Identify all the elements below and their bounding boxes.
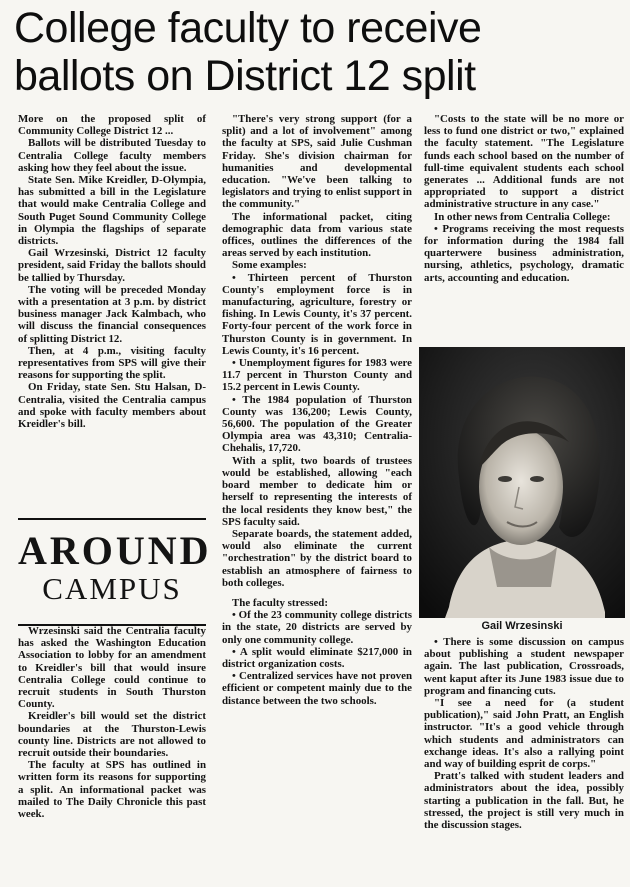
paragraph: Pratt's talked with student leaders and administrators about the idea, possibly starting a publication in the fall. But, he stressed, the project is still very much in the discussion stages. [424, 770, 624, 832]
around-word: AROUND [18, 528, 212, 573]
paragraph: The voting will be preceded Monday with a presentation at 3 p.m. by district business manager Jack Kalmbach, who will discuss the financial consequences of splitting District 12. [18, 283, 206, 345]
paragraph: On Friday, state Sen. Stu Halsan, D-Centralia, visited the Centralia campus and spoke with faculty members about Kreidler's bill. [18, 381, 206, 431]
headline [14, 4, 618, 100]
paragraph: Gail Wrzesinski, District 12 faculty president, said Friday the ballots should be tallied by Thursday. [18, 247, 206, 284]
paragraph: Wrzesinski said the Centralia faculty has asked the Washington Education Association to lobby for an amendment to Kreidler's bill that would insure Centralia College could continue to recruit students in South Thurston County. [18, 625, 206, 711]
paragraph: "Costs to the state will be no more or less to fund one district or two," explained the faculty statement. "The Legislature funds each school based on the number of full-time equivalent students each school generates ... Additional funds are not appropriated to support a district administrative structure in any case." [424, 113, 624, 211]
paragraph: "There's very strong support (for a split) and a lot of involvement" among the faculty at SPS, said Julie Cushman Friday. She's division chairman for humanities and developmental education. "We've been talking to legislators and trying to enlist support in the community." [222, 113, 412, 211]
paragraph: In other news from Centralia College: [434, 210, 611, 223]
paragraph: Ballots will be distributed Tuesday to Centralia College faculty members asking how they feel about the issue. [18, 137, 206, 174]
paragraph: "I see a need for (a student publication)," said John Pratt, an English instructor. "It's a good vehicle through which students and administrators can exchange ideas. It's also a rallying point and way of building esprit de corps." [424, 697, 624, 771]
article-column-3 [424, 113, 624, 284]
paragraph: The faculty stressed: [232, 596, 328, 609]
around-campus-logo [18, 518, 212, 626]
campus-word: CAMPUS [42, 571, 182, 606]
paragraph: Kreidler's bill would set the district boundaries at the Thurston-Lewis county line. Districts are not allowed to recruit outside their boundaries. [18, 710, 206, 760]
headline-line-1: College faculty to receive [14, 4, 482, 52]
paragraph: Separate boards, the statement added, would also eliminate the current "orchestration" by the district board to establish an atmosphere of fairness to both colleges. [222, 527, 412, 589]
article-column-1b [18, 625, 206, 820]
bullet-item: • Of the 23 community college districts in the state, 20 districts are served by only one community college. [222, 609, 412, 646]
paragraph: With a split, two boards of trustees would be established, allowing "each board member to dedicate him or herself to representing the interests of the local residents they know best," the SPS faculty said. [222, 454, 412, 528]
headline-line-2: ballots on District 12 split [14, 52, 476, 100]
article-column-3b [424, 636, 624, 831]
bullet-item: • A split would eliminate $217,000 in district organization costs. [222, 645, 412, 670]
article-column-2 [222, 113, 412, 707]
bullet-item: • There is some discussion on campus about publishing a student newspaper again. The last publication, Crossroads, went kaput after its June 1983 issue due to program and financing cuts. [424, 636, 624, 697]
bullet-item: • Thirteen percent of Thurston County's employment force is in manufacturing, agriculture, forestry or fishing. In Lewis County, it's 37 percent. Forty-four percent of the work force in Thurston County is in government. In Lewis County, it's 16 percent. [222, 271, 412, 357]
paragraph: Some examples: [232, 259, 307, 272]
paragraph: State Sen. Mike Kreidler, D-Olympia, has submitted a bill in the Legislature that would make Centralia College and South Puget Sound Community College in Olympia the flagships of separate districts. [18, 174, 206, 248]
paragraph: The faculty at SPS has outlined in written form its reasons for supporting a split. An informational packet was mailed to The Daily Chronicle this past week. [18, 759, 206, 821]
portrait-illustration [419, 347, 625, 618]
photo-caption: Gail Wrzesinski [481, 620, 563, 632]
portrait-photo [419, 347, 625, 618]
bullet-item: • Centralized services have not proven efficient or competent mainly due to the distance between the two schools. [222, 670, 412, 707]
article-column-1 [18, 113, 206, 430]
bullet-item: • Programs receiving the most requests for information during the 1984 fall quarterwere business administration, nursing, athletics, psychology, dramatic arts, accounting and education. [424, 222, 624, 284]
bullet-item: • The 1984 population of Thurston County was 136,200; Lewis County, 56,600. The population of the Greater Olympia area was 43,310; Centralia-Chehalis, 17,720. [222, 393, 412, 455]
bullet-item: • Unemployment figures for 1983 were 11.7 percent in Thurston County and 15.2 percent in Lewis County. [222, 357, 412, 394]
paragraph: The informational packet, citing demographic data from various state offices, outlines the differences of the areas served by each institution. [222, 210, 412, 260]
paragraph: More on the proposed split of Community College District 12 ... [18, 113, 206, 138]
paragraph: Then, at 4 p.m., visiting faculty representatives from SPS will give their reasons for supporting the split. [18, 344, 206, 382]
